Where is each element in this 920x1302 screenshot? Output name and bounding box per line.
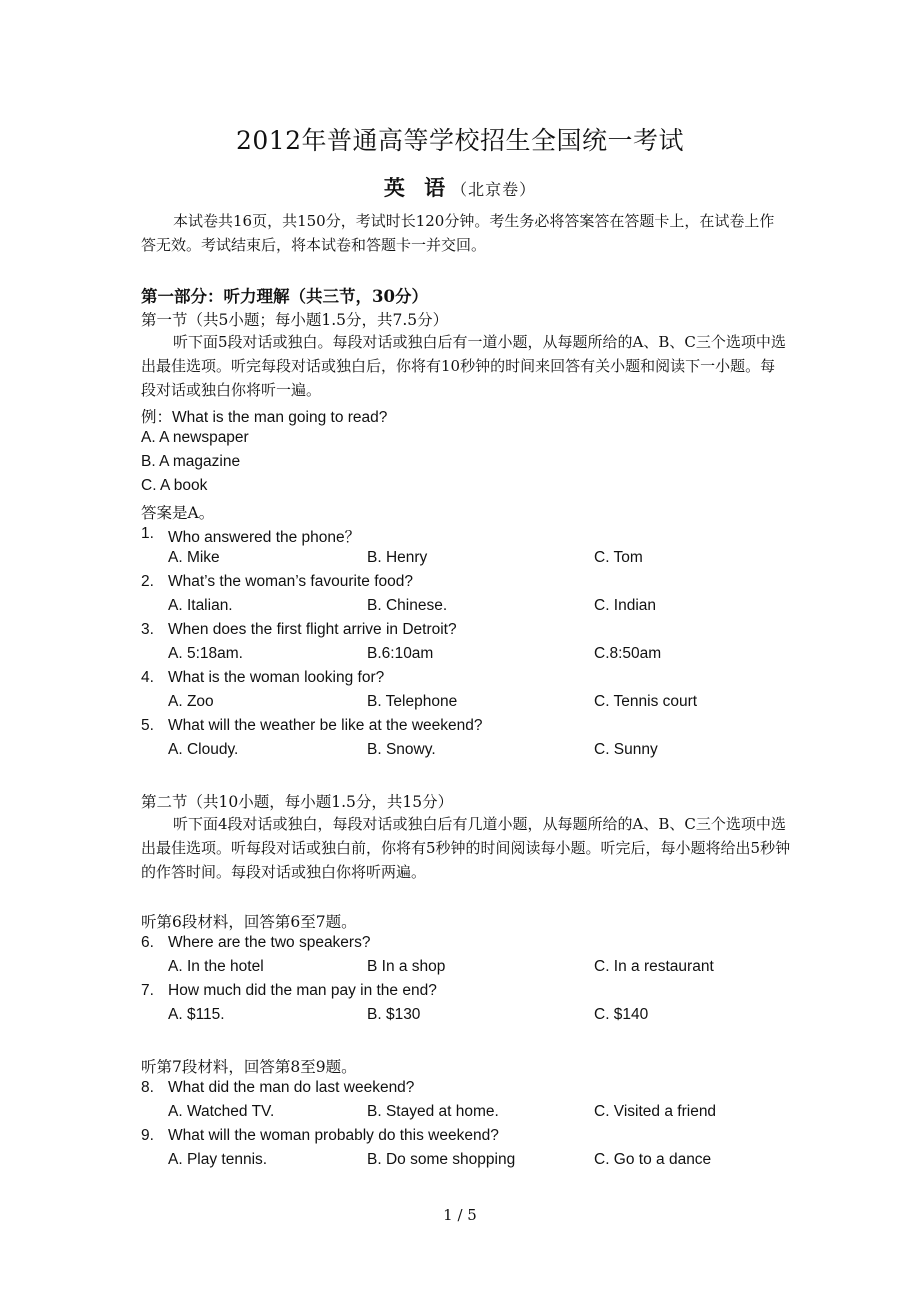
example-answer: 答案是A。 [141, 504, 215, 522]
option-a: A. Zoo [168, 693, 214, 710]
question-number: 3. [141, 621, 154, 638]
option-c: C. Indian [594, 597, 657, 614]
option-c: C. In a restaurant [594, 958, 714, 975]
option-b: B. Henry [367, 549, 428, 566]
question-number: 8. [141, 1079, 154, 1096]
question-number: 6. [141, 934, 154, 951]
option-b: B. $130 [367, 1006, 421, 1023]
edition-label: （北京卷） [451, 180, 537, 199]
example-question: 例：What is the man going to read? [141, 409, 388, 426]
option-a: A. Play tennis. [168, 1151, 268, 1168]
option-a: A. Mike [168, 549, 220, 566]
option-c: C. Go to a dance [594, 1151, 712, 1168]
question-text: What is the woman looking for? [168, 669, 385, 686]
option-a: A. In the hotel [168, 958, 264, 975]
page-number: 1 / 5 [443, 1206, 477, 1224]
option-c: C. Sunny [594, 741, 658, 758]
subject-line [0, 172, 920, 202]
question-number: 9. [141, 1127, 154, 1144]
section2-title: 第二节（共10小题，每小题1.5分，共15分） [141, 793, 454, 811]
section1-instructions: 听下面5段对话或独白。每段对话或独白后有一道小题，从每题所给的A、B、C三个选项中选出最佳选项。听完每段对话或独白后，你将有10秒钟的时间来回答有关小题和阅读下一小题。每段对话或独白你将听一遍。 [141, 333, 786, 400]
option-c: C. Visited a friend [594, 1103, 717, 1120]
section2-instructions: 听下面4段对话或独白，每段对话或独白后有几道小题，从每题所给的A、B、C三个选项中选出最佳选项。听每段对话或独白前，你将有5秒钟的时间阅读每小题。听完后，每小题将给出5秒钟的作答时间。每段对话或独白你将听两遍。 [141, 815, 791, 882]
question-text: Who answered the phone？ [168, 529, 361, 546]
question-number: 5. [141, 717, 154, 734]
option-b: B. Snowy. [367, 741, 436, 758]
example-option-a: A. A newspaper [141, 429, 249, 446]
option-b: B. Stayed at home. [367, 1103, 499, 1120]
option-a: A. Watched TV. [168, 1103, 275, 1120]
option-a: A. Cloudy. [168, 741, 239, 758]
subject-title: 英 语 [383, 175, 452, 200]
section1-title: 第一节（共5小题；每小题1.5分，共7.5分） [141, 311, 449, 329]
option-b: B. Do some shopping [367, 1151, 516, 1168]
option-b: B In a shop [367, 958, 446, 975]
question-text: What’s the woman’s favourite food? [168, 573, 413, 590]
exam-intro: 本试卷共16页，共150分，考试时长120分钟。考生务必将答案答在答题卡上，在试卷上作答无效。考试结束后，将本试卷和答题卡一并交回。 [141, 212, 775, 255]
question-number: 4. [141, 669, 154, 686]
question-number: 7. [141, 982, 154, 999]
option-a: A. Italian. [168, 597, 233, 614]
question-text: Where are the two speakers? [168, 934, 371, 951]
exam-title: 2012年普通高等学校招生全国统一考试 [235, 126, 685, 155]
option-c: C. Tennis court [594, 693, 698, 710]
option-a: A. 5:18am. [168, 645, 243, 662]
example-option-c: C. A book [141, 477, 208, 494]
part1-heading: 第一部分：听力理解（共三节，30分） [141, 287, 428, 306]
material-6: 听第6段材料，回答第6至7题。 [141, 913, 357, 931]
question-text: What will the weather be like at the weekend? [168, 717, 483, 734]
option-a: A. $115. [168, 1006, 225, 1023]
option-c: C. Tom [594, 549, 643, 566]
option-c: C. $140 [594, 1006, 649, 1023]
example-option-b: B. A magazine [141, 453, 241, 470]
option-c: C.8:50am [594, 645, 662, 662]
option-b: B. Chinese. [367, 597, 448, 614]
question-number: 1. [141, 525, 154, 542]
question-number: 2. [141, 573, 154, 590]
question-text: How much did the man pay in the end? [168, 982, 437, 999]
option-b: B. Telephone [367, 693, 458, 710]
question-text: What did the man do last weekend? [168, 1079, 415, 1096]
question-text: When does the first flight arrive in Detroit? [168, 621, 457, 638]
question-text: What will the woman probably do this weekend? [168, 1127, 499, 1144]
material-7: 听第7段材料，回答第8至9题。 [141, 1058, 357, 1076]
option-b: B.6:10am [367, 645, 434, 662]
